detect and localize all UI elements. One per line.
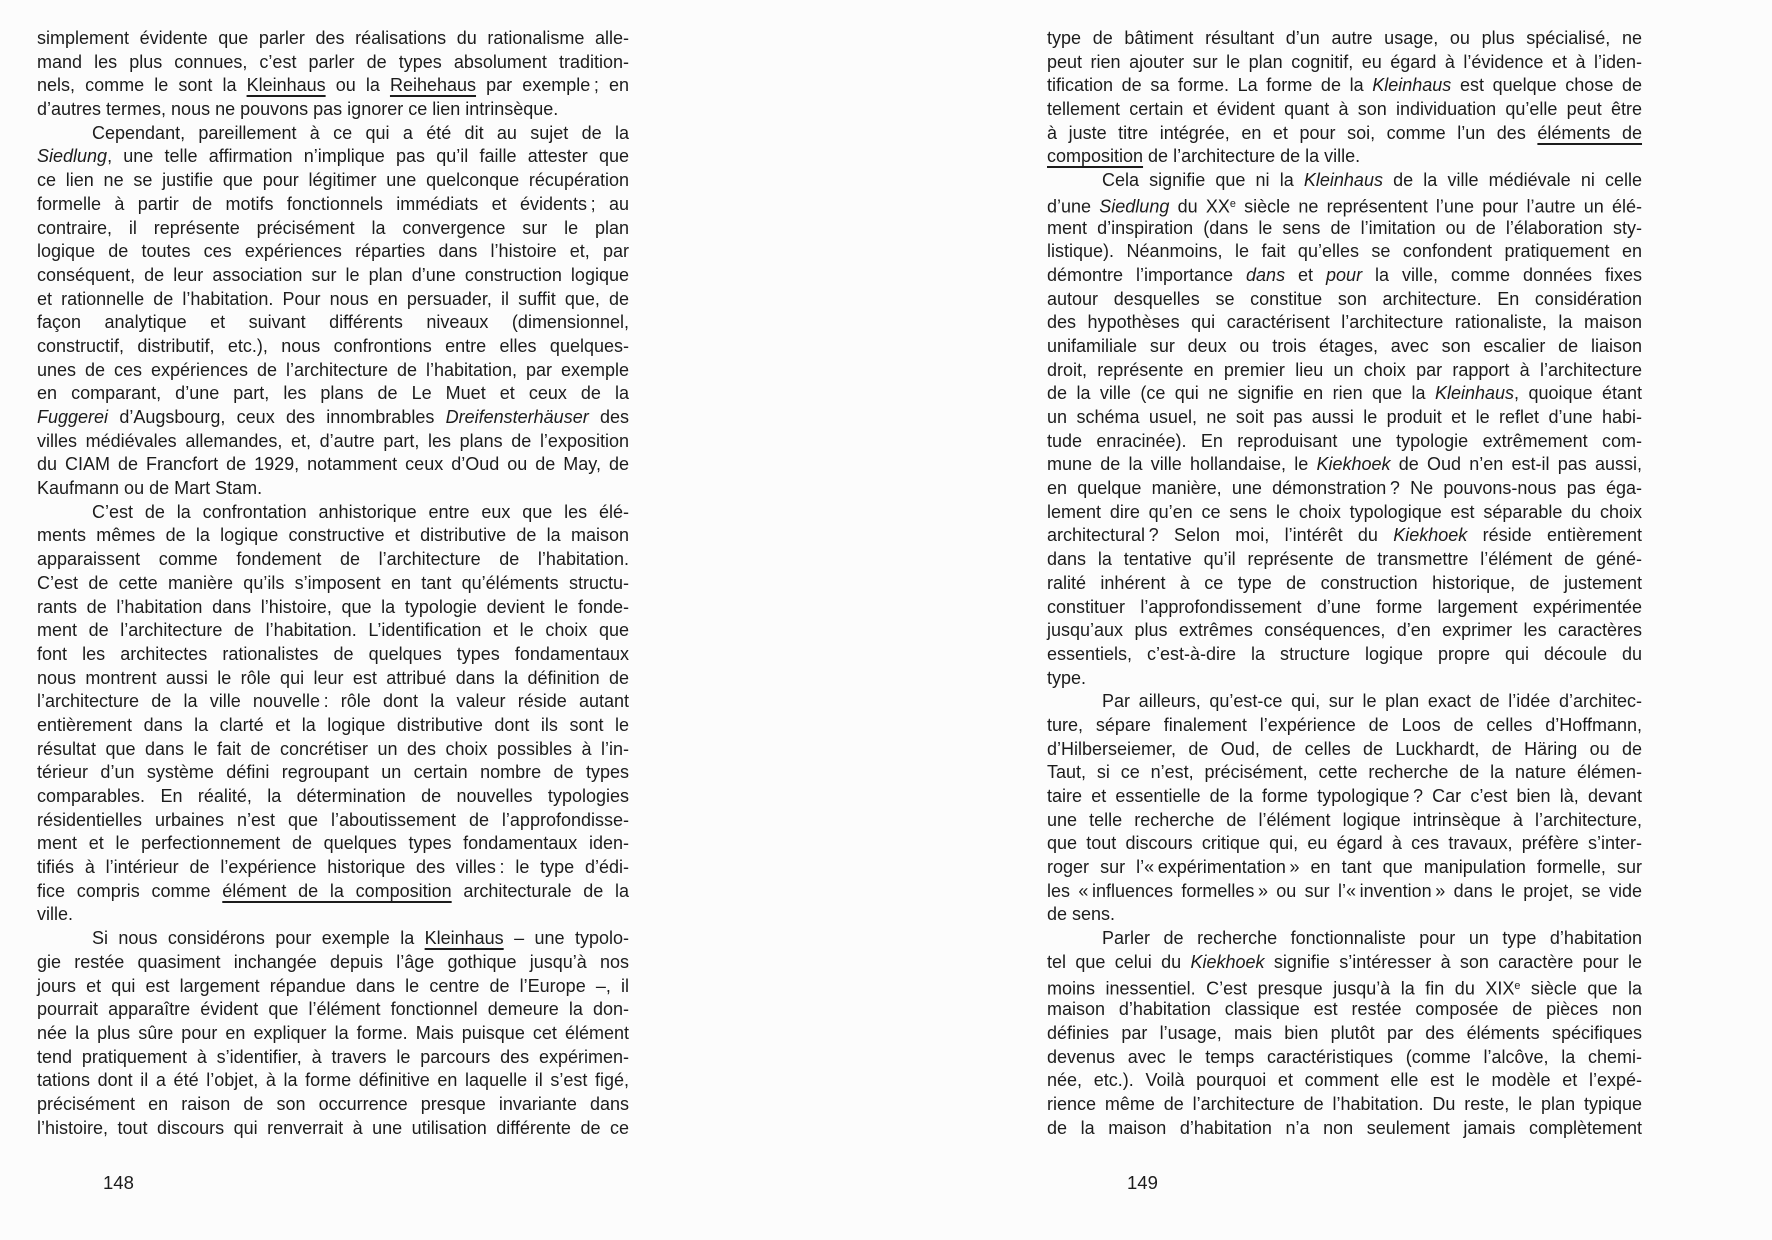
text-run: conséquent, de leur association sur le plan d’une construction logique	[37, 264, 629, 285]
text-run: Si nous considérons pour exemple la	[92, 928, 425, 949]
text-run: de sens.	[1047, 904, 1116, 925]
text-run: en comparant, d’une part, les plans de Le Muet et ceux de la	[37, 383, 629, 404]
text-line	[1047, 335, 1642, 359]
text-run: définies par l’usage, mais bien plutôt par des éléments spécifiques	[1047, 1022, 1642, 1043]
text-run: à juste titre intégrée, en et pour soi, comme l’un des	[1047, 122, 1538, 143]
text-line	[37, 714, 629, 738]
text-line	[1047, 619, 1642, 643]
text-line	[1047, 122, 1642, 146]
text-run: des hypothèses qui caractérisent l’architecture rationaliste, la maison	[1047, 312, 1642, 333]
text-run: ment de l’architecture de l’habitation. L’identification et le choix que	[37, 620, 629, 641]
text-line	[1047, 785, 1642, 809]
italic-text: Kleinhaus	[1372, 75, 1452, 96]
text-run: nels, comme le sont la	[37, 75, 247, 96]
text-run: maison d’habitation classique est restée composée de pièces non	[1047, 999, 1642, 1020]
text-line	[1047, 1046, 1642, 1070]
underlined-text: composition	[1047, 146, 1144, 167]
text-line	[37, 74, 629, 98]
text-line	[1047, 264, 1642, 288]
text-line	[1047, 998, 1642, 1022]
text-line	[37, 738, 629, 762]
text-line	[37, 690, 629, 714]
underlined-text: éléments de	[1537, 122, 1643, 143]
text-run: d’une	[1047, 196, 1100, 217]
text-run: taire et essentielle de la forme typologique ? Car c’est bien là, devant	[1047, 786, 1642, 806]
text-line	[1047, 524, 1642, 548]
text-line	[37, 288, 629, 312]
text-run: du CIAM de Francfort de 1929, notamment ceux d’Oud ou de May, de	[37, 454, 629, 475]
text-run: Parler de recherche fonctionnaliste pour un type d’habitation	[1102, 928, 1642, 949]
text-run: tel que celui du	[1047, 951, 1191, 972]
text-run: simplement évidente que parler des réalisations du rationalisme alle-	[37, 28, 629, 48]
text-run: ment d’inspiration (dans le sens de l’imitation ou de l’élaboration sty-	[1047, 217, 1642, 238]
italic-text: Siedlung	[37, 146, 108, 167]
text-line	[37, 761, 629, 785]
text-line	[1047, 27, 1642, 51]
text-line	[1047, 169, 1642, 193]
text-line	[37, 1022, 629, 1046]
text-line	[37, 98, 629, 122]
text-run: réside entièrement	[1467, 525, 1642, 546]
text-run: que tout discours critique qui, eu égard à ces travaux, préfère s’inter-	[1047, 833, 1642, 854]
underlined-text: élément de la composition	[222, 880, 452, 901]
text-line	[1047, 927, 1642, 951]
text-run: tification de sa forme. La forme de la	[1047, 75, 1373, 96]
text-run: tude enracinée). En reproduisant une typologie extrêmement com-	[1047, 430, 1642, 451]
text-line	[1047, 453, 1642, 477]
text-run: par exemple ; en	[476, 75, 629, 96]
text-run: née, etc.). Voilà pourquoi et comment elle est le modèle et l’expé-	[1047, 1070, 1642, 1091]
text-line	[1047, 738, 1642, 762]
text-line	[1047, 856, 1642, 880]
text-line	[37, 785, 629, 809]
text-run: l’architecture de la ville nouvelle : rôle dont la valeur réside autant	[37, 691, 629, 712]
text-line	[37, 501, 629, 525]
text-run: dans la tentative qu’il représente de transmettre l’élément de géné-	[1047, 549, 1642, 570]
text-run: fice compris comme	[37, 880, 223, 901]
text-run: font les architectes rationalistes de quelques types fondamentaux	[37, 643, 629, 664]
text-run: tend pratiquement à s’identifier, à travers le parcours des expérimen-	[37, 1046, 629, 1067]
text-run: Taut, si ce n’est, précisément, cette recherche de la nature élémen-	[1047, 762, 1642, 783]
italic-text: pour	[1326, 264, 1363, 285]
text-run: nous montrent aussi le rôle qui leur est attribué dans la définition de	[37, 667, 629, 688]
text-run: siècle ne représentent l’une pour l’autre un élé-	[1235, 196, 1642, 217]
text-line	[1047, 288, 1642, 312]
text-line	[37, 1117, 629, 1141]
text-run: résultat que dans le fait de concrétiser un des choix possibles à l’in-	[37, 738, 629, 759]
text-run: est quelque chose de	[1451, 75, 1642, 96]
text-line	[37, 524, 629, 548]
text-run: , quoique étant	[1514, 383, 1642, 404]
text-line	[1047, 1117, 1642, 1141]
text-line	[37, 572, 629, 596]
text-run: ments mêmes de la logique constructive et distributive de la maison	[37, 525, 629, 546]
text-run: de l’architecture de la ville.	[1143, 146, 1361, 167]
text-run: – une typolo-	[503, 928, 629, 949]
page-left-text-column	[37, 27, 629, 1140]
text-line	[37, 51, 629, 75]
text-run: jusqu’aux plus extrêmes conséquences, d’en exprimer les caractères	[1047, 620, 1642, 641]
text-run: ture, sépare finalement l’expérience de Loos de celles d’Hoffmann,	[1047, 714, 1642, 735]
text-line	[37, 998, 629, 1022]
text-run: la ville, comme données fixes	[1362, 264, 1643, 285]
italic-text: Siedlung	[1099, 196, 1170, 217]
text-line	[1047, 761, 1642, 785]
text-run: type de bâtiment résultant d’un autre usage, ou plus spécialisé, ne	[1047, 28, 1642, 48]
underlined-text: Reihehaus	[389, 75, 477, 96]
text-run: villes médiévales allemandes, et, d’autre part, les plans de l’exposition	[37, 430, 629, 451]
text-run: apparaissent comme fondement de l’architecture de l’habitation.	[37, 549, 629, 570]
text-run: contraire, il représente précisément la convergence sur le plan	[37, 217, 629, 238]
text-run: Kaufmann ou de Mart Stam.	[37, 478, 263, 499]
text-run: en quelque manière, une démonstration ? Ne pouvons-nous pas éga-	[1047, 478, 1642, 499]
page-number-left: 148	[103, 1172, 134, 1193]
text-run: pourrait apparaître évident que l’élément fonctionnel demeure la don-	[37, 999, 629, 1020]
text-line	[37, 311, 629, 335]
text-line	[37, 193, 629, 217]
text-run: siècle que la	[1520, 977, 1642, 998]
text-line	[37, 1093, 629, 1117]
text-run: ou la	[325, 75, 390, 96]
text-line	[1047, 477, 1642, 501]
text-run: gie restée quasiment inchangée depuis l’âge gothique jusqu’à nos	[37, 951, 629, 972]
superscript-text: e	[1229, 197, 1236, 210]
text-run: ce lien ne se justifie que pour légitimer une quelconque récupération	[37, 170, 629, 191]
text-run: entièrement dans la clarté et la logique distributive dont ils sont le	[37, 714, 629, 735]
text-run: ville.	[37, 904, 74, 925]
text-line	[1047, 1093, 1642, 1117]
text-line	[37, 856, 629, 880]
text-run: d’Hilberseiemer, de Oud, de celles de Luckhardt, de Häring ou de	[1047, 738, 1642, 759]
text-run: formelle à partir de motifs fonctionnels immédiats et évidents ; au	[37, 193, 629, 214]
text-line	[1047, 690, 1642, 714]
text-line	[1047, 430, 1642, 454]
text-run: ralité inhérent à ce type de construction historique, de justement	[1047, 572, 1642, 593]
italic-text: Kleinhaus	[1434, 383, 1515, 404]
text-run: architectural ? Selon moi, l’intérêt du	[1047, 525, 1394, 546]
text-run: précisément en raison de son occurrence presque invariante dans	[37, 1093, 629, 1114]
page-number-right: 149	[1127, 1172, 1158, 1193]
text-run: lement dire qu’en ce sens le choix typologique est séparable du choix	[1047, 501, 1642, 522]
text-line	[1047, 548, 1642, 572]
text-run: architecturale de la	[451, 880, 629, 901]
text-line	[1047, 975, 1642, 999]
text-run: Cela signifie que ni la	[1102, 170, 1304, 191]
text-run: C’est de la confrontation anhistorique entre eux que les élé-	[92, 501, 629, 522]
text-line	[37, 975, 629, 999]
text-line	[1047, 667, 1642, 691]
text-line	[37, 596, 629, 620]
text-line	[37, 264, 629, 288]
text-line	[37, 430, 629, 454]
text-line	[1047, 903, 1642, 927]
text-run: C’est de cette manière qu’ils s’imposent en tant qu’éléments structu-	[37, 572, 629, 593]
text-run: mand les plus connues, c’est parler de types absolument tradition-	[37, 51, 629, 72]
text-line	[37, 1046, 629, 1070]
text-line	[37, 240, 629, 264]
text-line	[1047, 643, 1642, 667]
text-line	[37, 880, 629, 904]
text-line	[37, 477, 629, 501]
text-line	[37, 619, 629, 643]
text-run: devenus avec le temps caractéristiques (comme l’alcôve, la chemi-	[1047, 1046, 1642, 1067]
italic-text: Kiekhoek	[1393, 525, 1468, 546]
text-run: unifamiliale sur deux ou trois étages, avec son escalier de liaison	[1047, 335, 1642, 356]
text-run: Par ailleurs, qu’est-ce qui, sur le plan exact de l’idée d’architec-	[1102, 691, 1642, 712]
text-run: des	[588, 407, 630, 427]
text-line	[1047, 714, 1642, 738]
italic-text: Kiekhoek	[1316, 454, 1391, 475]
text-run: droit, représente en premier lieu un choix par rapport à l’architecture	[1047, 359, 1642, 380]
text-run: Cependant, pareillement à ce qui a été dit au sujet de la	[92, 122, 629, 143]
text-run: jours et qui est largement répandue dans le centre de l’Europe –, il	[37, 975, 629, 996]
text-run: et rationnelle de l’habitation. Pour nous en persuader, il suffit que, de	[37, 288, 629, 309]
text-line	[1047, 406, 1642, 430]
text-run: unes de ces expériences de l’architecture de l’habitation, par exemple	[37, 359, 629, 380]
text-line	[1047, 951, 1642, 975]
text-run: de Oud n’en est-il pas aussi,	[1390, 454, 1642, 475]
text-run: térieur d’un système défini regroupant un certain nombre de types	[37, 762, 629, 783]
text-line	[1047, 880, 1642, 904]
text-run: tations dont il a été l’objet, à la forme définitive en laquelle il s’est figé,	[37, 1070, 629, 1091]
underlined-text: Kleinhaus	[424, 928, 504, 949]
text-run: de la ville médiévale ni celle	[1382, 170, 1643, 191]
text-line	[37, 548, 629, 572]
text-run: rants de l’habitation dans l’histoire, que la typologie devient le fonde-	[37, 596, 629, 617]
text-run: l’histoire, tout discours qui renverrait à une utilisation différente de ce	[37, 1117, 629, 1138]
text-run: roger sur l’« expérimentation » en tant que manipulation formelle, sur	[1047, 857, 1642, 878]
text-line	[1047, 311, 1642, 335]
text-line	[1047, 1069, 1642, 1093]
text-run: façon analytique et suivant différents niveaux (dimensionnel,	[37, 312, 629, 333]
text-run: comparables. En réalité, la détermination de nouvelles typologies	[37, 786, 629, 806]
text-run: peut rien ajouter sur le plan cognitif, eu égard à l’évidence et à l’iden-	[1047, 51, 1642, 72]
text-run: constructif, distributif, etc.), nous confrontions entre elles quelques-	[37, 335, 629, 356]
text-line	[37, 27, 629, 51]
text-run: listique). Néanmoins, le fait qu’elles se confondent pratiquement en	[1047, 241, 1642, 262]
text-run: née la plus sûre pour en expliquer la forme. Mais puisque cet élément	[37, 1022, 629, 1043]
text-run: résidentielles urbaines n’est que l’aboutissement de l’approfondisse-	[37, 809, 629, 830]
text-line	[1047, 217, 1642, 241]
text-line	[37, 217, 629, 241]
text-line	[37, 1069, 629, 1093]
text-line	[37, 335, 629, 359]
page-right-text-column	[1047, 27, 1642, 1140]
text-run: logique de toutes ces expériences réparties dans l’histoire et, par	[37, 241, 629, 262]
text-line	[1047, 145, 1642, 169]
text-run: d’Augsbourg, ceux des innombrables	[108, 407, 446, 427]
text-line	[1047, 809, 1642, 833]
text-line	[1047, 382, 1642, 406]
text-run: et	[1285, 264, 1327, 285]
text-line	[37, 359, 629, 383]
text-run: de la maison d’habitation n’a non seulement jamais complètement	[1047, 1117, 1642, 1138]
text-line	[1047, 359, 1642, 383]
text-line	[37, 667, 629, 691]
text-run: de la ville (ce qui ne signifie en rien que la	[1047, 383, 1435, 404]
text-run: essentiels, c’est-à-dire la structure logique propre qui découle du	[1047, 643, 1642, 664]
italic-text: Fuggerei	[37, 407, 109, 427]
text-line	[37, 643, 629, 667]
text-line	[1047, 501, 1642, 525]
text-line	[1047, 98, 1642, 122]
text-run: du XX	[1169, 196, 1230, 217]
text-run: un schéma usuel, ne soit pas aussi le produit et le reflet d’une habi-	[1047, 407, 1642, 427]
text-line	[1047, 74, 1642, 98]
italic-text: Dreifensterhäuser	[445, 407, 589, 427]
text-run: ment et le perfectionnement de quelques types fondamentaux iden-	[37, 833, 629, 854]
text-run: tifiés à l’intérieur de l’expérience historique des villes : le type d’édi-	[37, 857, 629, 878]
text-line	[37, 145, 629, 169]
superscript-text: e	[1514, 979, 1521, 992]
text-line	[37, 169, 629, 193]
text-run: , une telle affirmation n’implique pas qu’il faille attester que	[107, 146, 629, 167]
text-line	[37, 382, 629, 406]
text-line	[1047, 572, 1642, 596]
text-run: signifie s’intéresser à son caractère pour le	[1264, 951, 1643, 972]
text-run: autour desquelles se constitue son architecture. En considération	[1047, 288, 1642, 309]
text-run: moins inessentiel. C’est presque jusqu’à la fin du XIX	[1047, 977, 1515, 998]
text-line	[37, 406, 629, 430]
text-line	[37, 453, 629, 477]
text-line	[1047, 596, 1642, 620]
text-line	[1047, 1022, 1642, 1046]
text-run: une telle recherche de l’élément logique intrinsèque à l’architecture,	[1047, 809, 1642, 830]
text-line	[37, 903, 629, 927]
text-run: constituer l’approfondissement d’une forme largement expérimentée	[1047, 596, 1642, 617]
text-line	[37, 832, 629, 856]
text-run: type.	[1047, 667, 1087, 688]
italic-text: dans	[1246, 264, 1286, 285]
text-line	[37, 809, 629, 833]
text-line	[1047, 240, 1642, 264]
text-line	[1047, 832, 1642, 856]
text-run: mune de la ville hollandaise, le	[1047, 454, 1317, 475]
text-line	[37, 951, 629, 975]
italic-text: Kleinhaus	[1303, 170, 1383, 191]
text-run: d’autres termes, nous ne pouvons pas ignorer ce lien intrinsèque.	[37, 99, 559, 120]
text-run: rience même de l’architecture de l’habitation. Du reste, le plan typique	[1047, 1093, 1642, 1114]
underlined-text: Kleinhaus	[246, 75, 326, 96]
text-run: démontre l’importance	[1047, 264, 1247, 285]
text-line	[37, 927, 629, 951]
text-run: les « influences formelles » ou sur l’« invention » dans le projet, se vide	[1047, 880, 1642, 901]
text-line	[1047, 51, 1642, 75]
text-line	[37, 122, 629, 146]
text-run: tellement certain et évident quant à son individuation qu’elle peut être	[1047, 99, 1642, 120]
italic-text: Kiekhoek	[1190, 951, 1265, 972]
text-line	[1047, 193, 1642, 217]
